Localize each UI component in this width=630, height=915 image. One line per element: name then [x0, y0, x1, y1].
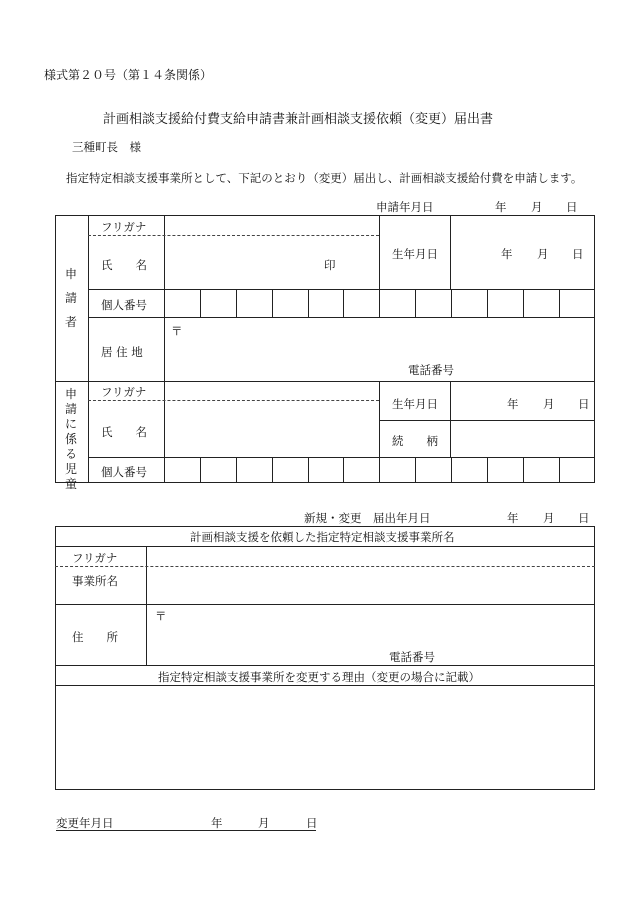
applicant-furigana-label: フリガナ: [101, 220, 147, 234]
applicant-id-label: 個人番号: [101, 298, 147, 312]
intro-text: 指定特定相談支援事業所として、下記のとおり（変更）届出し、計画相談支援給付費を申請します。: [66, 171, 583, 185]
new-change-date-label: 新規・変更 届出年月日: [304, 511, 431, 525]
notice-day: 日: [578, 511, 590, 525]
child-name-label: 氏 名: [101, 425, 147, 439]
child-birth-year: 年: [507, 397, 519, 411]
notice-year: 年: [507, 511, 519, 525]
form-number: 様式第２０号（第１４条関係）: [44, 68, 213, 82]
application-year: 年: [495, 200, 507, 214]
child-furigana-label: フリガナ: [101, 385, 147, 399]
applicant-postal-mark: 〒: [171, 324, 183, 338]
applicant-name-label: 氏 名: [101, 258, 147, 272]
notice-month: 月: [543, 511, 555, 525]
office-postal-mark: 〒: [155, 609, 167, 623]
change-day: 日: [306, 816, 318, 830]
office-header: 計画相談支援を依頼した指定特定相談支援事業所名: [190, 530, 455, 544]
application-month: 月: [531, 200, 543, 214]
office-name-label: 事業所名: [72, 574, 118, 588]
addressee: 三種町長 様: [72, 140, 141, 154]
application-day: 日: [566, 200, 578, 214]
applicant-birth-year: 年: [501, 247, 513, 261]
applicant-birth-month: 月: [537, 247, 549, 261]
office-furigana-label: フリガナ: [72, 551, 118, 565]
applicant-birth-label: 生年月日: [392, 247, 438, 261]
change-reason-header: 指定特定相談支援事業所を変更する理由（変更の場合に記載）: [158, 670, 480, 684]
child-relation-label: 続 柄: [392, 434, 438, 448]
office-phone-label: 電話番号: [389, 650, 435, 664]
application-date-label: 申請年月日: [376, 200, 434, 214]
child-birth-label: 生年月日: [392, 397, 438, 411]
change-month: 月: [258, 816, 270, 830]
office-address-label: 住 所: [72, 630, 118, 644]
child-birth-month: 月: [543, 397, 555, 411]
applicant-group-label: 申請者: [65, 267, 78, 329]
child-birth-day: 日: [578, 397, 590, 411]
seal-mark: 印: [324, 258, 336, 272]
change-year: 年: [211, 816, 223, 830]
change-date-label: 変更年月日: [56, 816, 114, 830]
child-group-label: 申請に係る児童: [65, 387, 78, 491]
form-title: 計画相談支援給付費支給申請書兼計画相談支援依頼（変更）届出書: [103, 112, 494, 127]
applicant-birth-day: 日: [572, 247, 584, 261]
applicant-address-label: 居 住 地: [101, 345, 143, 359]
child-id-label: 個人番号: [101, 465, 147, 479]
applicant-phone-label: 電話番号: [408, 363, 454, 377]
